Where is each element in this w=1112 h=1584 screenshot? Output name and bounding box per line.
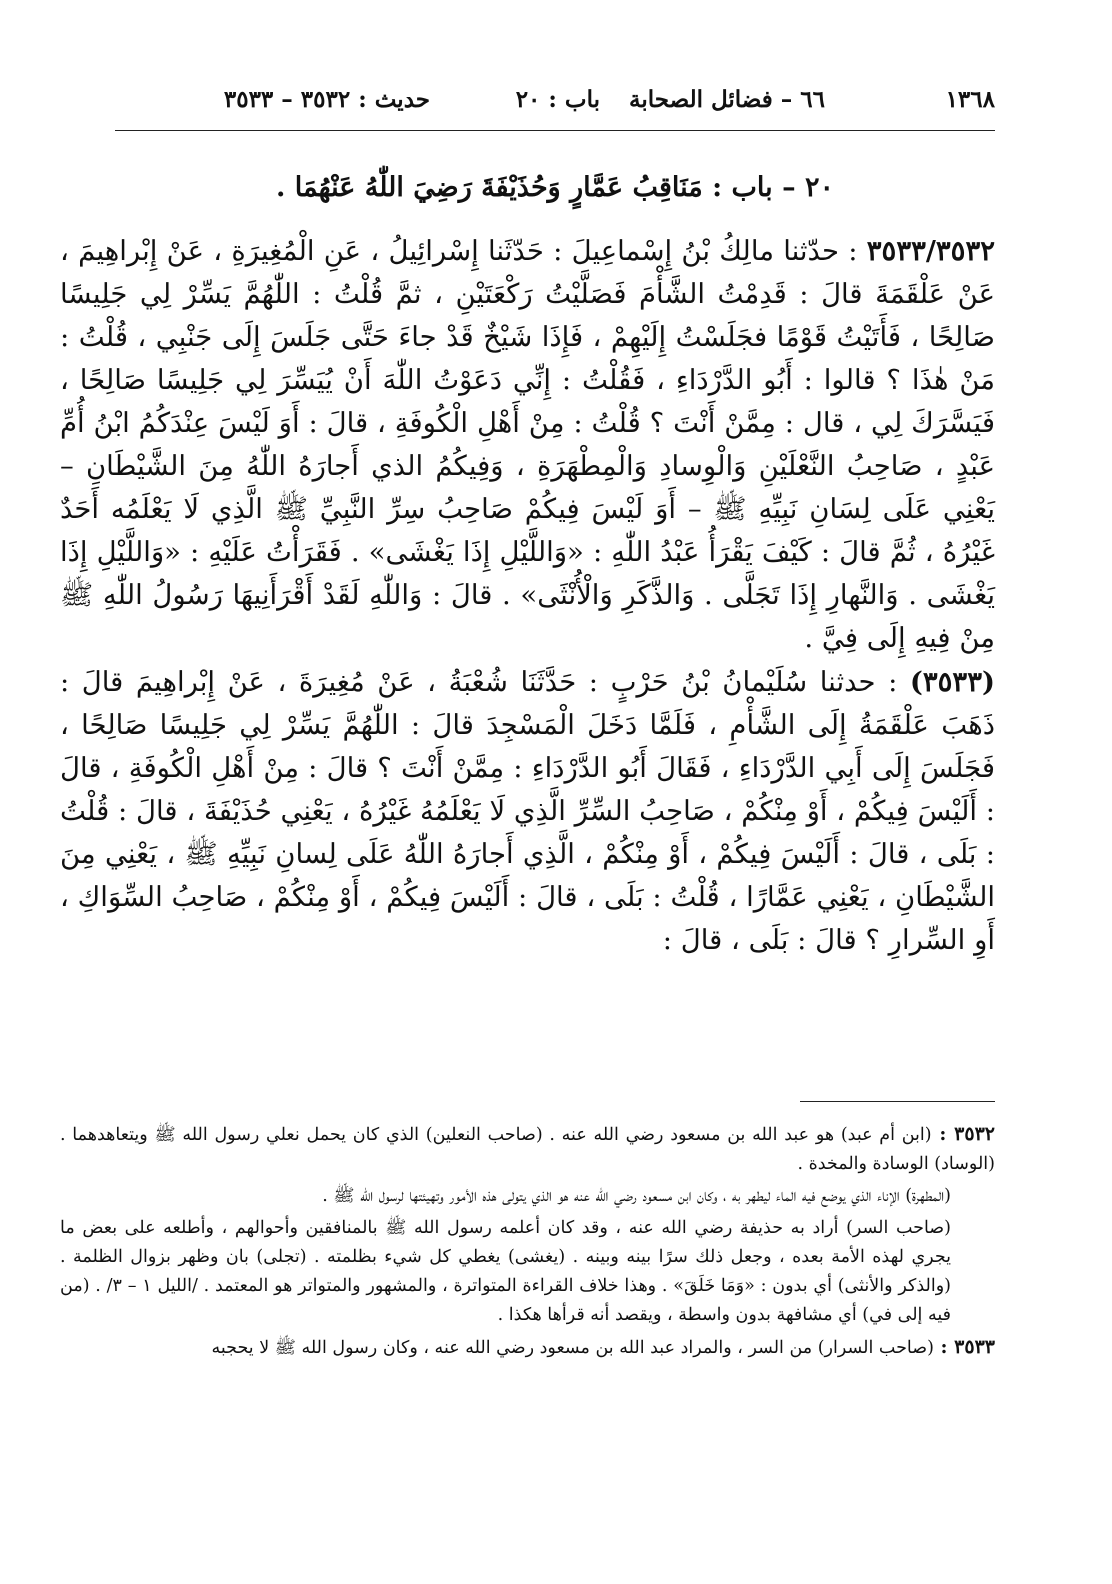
footnote-text: (ابن أم عبد) هو عبد الله بن مسعود رضي الله عنه . (صاحب النعلين) الذي كان يحمل نعلي رسول الله ﷺ ويتعاهدهما . (الوساد) الوسادة والمخدة . bbox=[60, 1125, 995, 1174]
hadith-paragraph bbox=[60, 661, 995, 962]
hadith-text: : حدّثنا مالِكُ بْنُ إِسْماعِيلَ : حَدّثَنا إِسْرائِيلُ ، عَنِ الْمُغِيرَةِ ، عَنْ إِبْراهِيمَ ، عَنْ عَلْقَمَةَ قالَ : قَدِمْتُ الشَّأْمَ فَصَلَّيْتُ رَكْعَتَيْنِ ، ثمَّ قُلْتُ : اللّٰهُمَّ يَسِّرْ لِي جَلِيسًا صَالِحًا ، فَأَتَيْتُ قَوْمًا فجَلَسْتُ إِلَيْهِمْ ، فَإِذَا شَيْخٌ قَدْ جاءَ حَتَّى جَلَسَ إِلَى جَنْبِي ، قُلْتُ : مَنْ هٰذَا ؟ قالوا : أَبُو الدَّرْدَاءِ ، فَقُلْتُ : إِنِّي دَعَوْتُ اللّٰهَ أَنْ يُيَسِّرَ لِي جَلِيسًا صَالِحًا ، فَيَسَّرَكَ لِي ، قال : مِمَّنْ أَنْتَ ؟ قُلْتُ : مِنْ أَهْلِ الْكُوفَةِ ، قالَ : أَوَ لَيْسَ عِنْدَكُمُ ابْنُ أُمِّ عَبْدٍ ، صَاحِبُ النَّعْلَيْنِ وَالْوِسادِ وَالْمِطْهَرَةِ ، وَفِيكُمُ الذي أَجارَهُ اللّٰهُ مِنَ الشَّيْطَانِ – يَعْنِي عَلَى لِسَانِ نَبِيِّهِ ﷺ – أَوَ لَيْسَ فِيكُمْ صَاحِبُ سِرِّ النَّبِيِّ ﷺ الَّذِي لَا يَعْلَمُه أَحَدٌ غَيْرُهُ ، ثُمَّ قالَ : كَيْفَ يَقْرَأُ عَبْدُ اللّٰهِ : «وَاللَّيْلِ إِذَا يَغْشَى» . فَقَرَأْتُ عَلَيْهِ : «وَاللَّيْلِ إِذَا يَغْشَى . وَالنَّهارِ إِذَا تَجَلَّى . وَالذَّكَرِ وَالْأُنْثَى» . قالَ : وَاللّٰهِ لَقَدْ أَقْرَأَنِيهَا رَسُولُ اللّٰهِ ﷺ مِنْ فِيهِ إِلَى فِيَّ . bbox=[60, 235, 995, 654]
footnote-text: (صاحب السر) أراد به حذيفة رضي الله عنه ، وقد كان أعلمه رسول الله ﷺ بالمنافقين وأحوالهم ، وأطلعه على بعض ما يجري لهذه الأمة بعده ، وجعل ذلك سرًا بينه وبينه . (يغشى) يغطي كل شيء بظلمته . (تجلى) بان وظهر بزوال الظلمة . (والذكر والأنثى) أي بدون : «وَمَا خَلَقَ» . وهذا خلاف القراءة المتواترة ، والمشهور والمتواتر هو المعتمد . /الليل ١ – ٣/ . (من فيه إلى في) أي مشافهة بدون واسطة ، ويقصد أنه قرأها هكذا . bbox=[60, 1218, 951, 1325]
page-header bbox=[115, 78, 995, 118]
footnotes bbox=[60, 1120, 995, 1366]
chapter-title: ٢٠ – باب : مَنَاقِبُ عَمَّارٍ وَحُذَيْفَةَ رَضِيَ اللّٰهُ عَنْهُمَا . bbox=[276, 172, 834, 203]
footnote bbox=[60, 1120, 995, 1179]
page-number: ١٣٦٨ bbox=[945, 86, 995, 113]
main-text bbox=[60, 230, 995, 962]
book-title: ٦٦ – فضائل الصحابة bbox=[629, 86, 825, 113]
footnote-label: ٣٥٣٣ : bbox=[933, 1336, 995, 1358]
hadith-paragraph bbox=[60, 230, 995, 660]
footnote-divider bbox=[800, 1101, 995, 1102]
footnote-text: (المطهرة) الإناء الذي يوضع فيه الماء ليطهر به ، وكان ابن مسعود رضي الله عنه هو الذي يتولى هذه الأمور وتهيئتها لرسول الله ﷺ . bbox=[322, 1186, 951, 1206]
footnote bbox=[60, 1182, 995, 1211]
hadith-range: حديث : ٣٥٣٢ – ٣٥٣٣ bbox=[223, 86, 430, 113]
chapter-reference: باب : ٢٠ bbox=[515, 86, 600, 113]
hadith-number: ٣٥٣٣/٣٥٣٢ bbox=[866, 235, 995, 267]
footnote bbox=[60, 1214, 995, 1330]
header-divider bbox=[115, 130, 995, 131]
footnote-label: ٣٥٣٢ : bbox=[931, 1123, 995, 1145]
hadith-text: : حدثنا سُلَيْمانُ بْنُ حَرْبٍ : حَدَّثَنَا شُعْبَةُ ، عَنْ مُغِيرَةَ ، عَنْ إِبْراهِيمَ قالَ : ذَهَبَ عَلْقَمَةُ إِلَى الشَّأْمِ ، فَلَمَّا دَخَلَ الْمَسْجِدَ قالَ : اللّٰهُمَّ يَسِّرْ لِي جَلِيسًا صَالِحًا ، فَجَلَسَ إِلَى أَبِي الدَّرْدَاءِ ، فَقَالَ أَبُو الدَّرْدَاءِ : مِمَّنْ أَنْتَ ؟ قالَ : مِنْ أَهْلِ الْكُوفَةِ ، قالَ : أَلَيْسَ فِيكُمْ ، أَوْ مِنْكُمْ ، صَاحِبُ السِّرِّ الَّذِي لَا يَعْلَمُهُ غَيْرُهُ ، يَعْنِي حُذَيْفَةَ ، قالَ : قُلْتُ : بَلَى ، قالَ : أَلَيْسَ فِيكُمْ ، أَوْ مِنْكُمْ ، الَّذِي أَجارَهُ اللّٰهُ عَلَى لِسانِ نَبِيِّهِ ﷺ ، يَعْنِي مِنَ الشَّيْطَانِ ، يَعْنِي عَمَّارًا ، قُلْتُ : بَلَى ، قالَ : أَلَيْسَ فِيكُمْ ، أَوْ مِنْكُمْ ، صَاحِبُ السِّوَاكِ ، أَوِ السِّرارِ ؟ قالَ : بَلَى ، قالَ : bbox=[60, 666, 995, 956]
hadith-number: (٣٥٣٣) bbox=[909, 666, 995, 698]
footnote-text: (صاحب السرار) من السر ، والمراد عبد الله بن مسعود رضي الله عنه ، وكان رسول الله ﷺ لا يحجبه bbox=[211, 1338, 934, 1358]
footnote bbox=[60, 1333, 995, 1363]
